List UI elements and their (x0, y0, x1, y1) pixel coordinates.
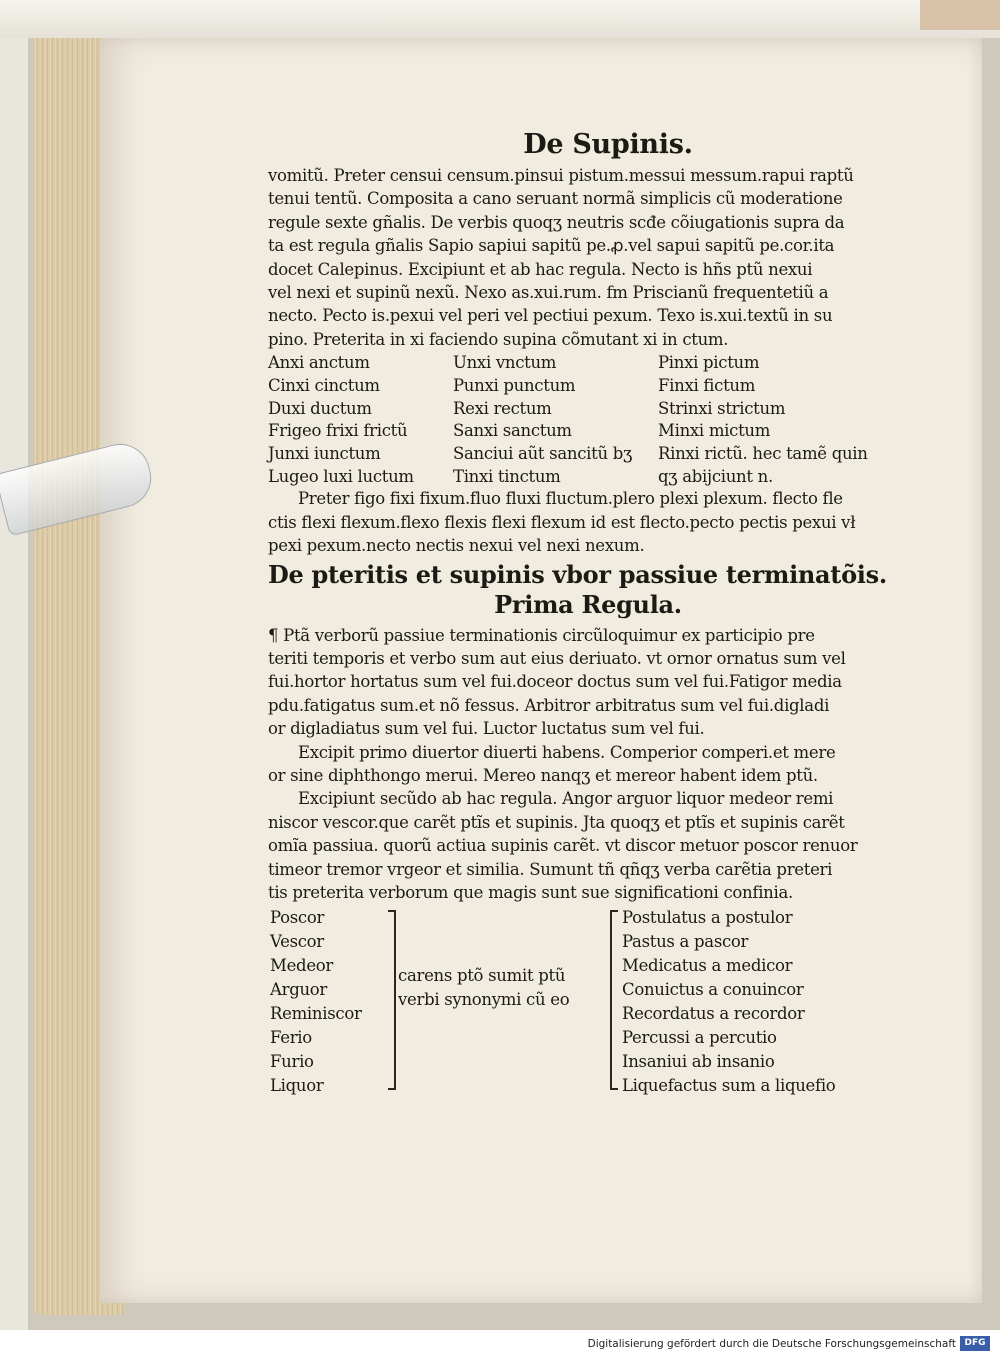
bracket-middle-note (398, 964, 569, 1012)
text-line: necto. Pecto is.pexui vel peri vel pectiui pexum. Texo is.xui.textũ in su (268, 306, 833, 326)
verb-entry: Insaniui ab insanio (622, 1052, 775, 1072)
after-table-paragraph (268, 487, 908, 557)
exception-paragraph-1 (268, 741, 908, 788)
bracket-right-column (622, 906, 835, 1098)
page-text (268, 128, 908, 1098)
word-cell: Rinxi rictũ. hec tamẽ quin (658, 444, 868, 463)
text-line: omĩa passiua. quorũ actiua supinis carẽt. vt discor metuor poscor renuor (268, 836, 858, 856)
text-line: ta est regula gñalis Sapio sapiui sapitũ pe.ꝓ.vel sapui sapitũ pe.cor.ita (268, 236, 835, 256)
word-cell: qʒ abijciunt n. (658, 466, 773, 486)
text-line: Preter figo fixi fixum.fluo fluxi fluctum.plero plexi plexum. flecto fle (298, 489, 843, 509)
verb-entry: Postulatus a postulor (622, 908, 793, 928)
text-line: vel nexi et supinũ nexũ. Nexo as.xui.rum. fm Priscianũ frequentetiũ a (268, 283, 829, 303)
verb-entry: Reminiscor (270, 1004, 362, 1024)
word-cell: Strinxi strictum (658, 398, 786, 418)
left-brace (388, 910, 396, 1090)
text-line: or digladiatus sum vel fui. Luctor luctatus sum vel fui. (268, 719, 705, 739)
word-cell: Pinxi pictum (658, 353, 760, 373)
word-cell: Frigeo frixi frictũ (268, 421, 408, 441)
text-line: timeor tremor vrgeor et similia. Sumunt tñ qñqʒ verba carẽtia preteri (268, 859, 833, 879)
verb-entry: Pastus a pascor (622, 932, 749, 952)
verb-entry: Medeor (270, 956, 334, 976)
word-cell: Cinxi cinctum (268, 375, 380, 395)
exception-paragraph-2 (268, 787, 908, 904)
text-line: ¶ Ptã verborũ passiue terminationis circũloquimur ex participio pre (268, 625, 815, 645)
text-line: or sine diphthongo merui. Mereo nanqʒ et mereor habent idem ptũ. (268, 766, 818, 786)
verb-entry: Ferio (270, 1028, 312, 1048)
text-line: Excipit primo diuertor diuerti habens. Comperior comperi.et mere (298, 742, 836, 762)
section-subtitle: Prima Regula. (494, 589, 682, 619)
verb-entry: Liquor (270, 1076, 324, 1096)
verb-entry: Furio (270, 1052, 314, 1072)
text-line: pexi pexum.necto nectis nexui vel nexi nexum. (268, 536, 645, 556)
word-column-2 (453, 351, 658, 487)
note-line: verbi synonymi cũ eo (398, 990, 570, 1010)
word-cell: Punxi punctum (453, 375, 576, 395)
text-line: tenui tentũ. Composita a cano seruant normã simplicis cũ moderatione (268, 189, 843, 209)
note-line: carens ptõ sumit ptũ (398, 966, 566, 986)
bracket-table (268, 906, 908, 1098)
intro-paragraph (268, 164, 908, 351)
footer-bar (0, 1330, 1000, 1358)
word-cell: Lugeo luxi luctum (268, 466, 414, 486)
word-cell: Anxi anctum (268, 353, 370, 373)
verb-entry: Percussi a percutio (622, 1028, 777, 1048)
section-title: De pteritis et supinis vbor passiue terminatõis. (268, 559, 887, 589)
right-brace (610, 910, 618, 1090)
word-cell: Sanciui aũt sancitũ bʒ (453, 444, 633, 463)
verb-entry: Poscor (270, 908, 325, 928)
verb-entry: Arguor (270, 980, 328, 1000)
rule-paragraph (268, 624, 908, 741)
word-cell: Minxi mictum (658, 421, 771, 441)
verb-entry: Medicatus a medicor (622, 956, 793, 976)
text-line: tis preterita verborum que magis sunt sue significationi confinia. (268, 883, 793, 903)
text-line: ctis flexi flexum.flexo flexis flexi flexum id est flecto.pecto pectis pexui vł (268, 512, 856, 532)
scan-top-strip (0, 0, 1000, 38)
text-line: docet Calepinus. Excipiunt et ab hac regula. Necto is hñs ptũ nexui (268, 259, 813, 279)
word-cell: Tinxi tinctum (453, 466, 561, 486)
word-column-1 (268, 351, 453, 487)
text-line: niscor vescor.que carẽt ptĩs et supinis. Jta quoqʒ et ptĩs et supinis carẽt (268, 812, 845, 832)
verb-entry: Liquefactus sum a liquefio (622, 1076, 836, 1096)
text-line: pdu.fatigatus sum.et nõ fessus. Arbitror arbitratus sum vel fui.digladi (268, 695, 830, 715)
word-cell: Duxi ductum (268, 398, 372, 418)
text-line: pino. Preterita in xi faciendo supina cõmutant xi in ctum. (268, 329, 729, 349)
bracket-left-column (270, 906, 362, 1098)
verb-entry: Conuictus a conuincor (622, 980, 804, 1000)
word-cell: Rexi rectum (453, 398, 552, 418)
page-heading: De Supinis. (523, 129, 693, 160)
book-tab (920, 0, 1000, 30)
text-line: regule sexte gñalis. De verbis quoqʒ neutris scđe cõiugationis supra da (268, 212, 845, 232)
word-table (268, 351, 908, 487)
text-line: Excipiunt secũdo ab hac regula. Angor arguor liquor medeor remi (298, 789, 834, 809)
word-column-3 (658, 351, 908, 487)
text-line: vomitũ. Preter censui censum.pinsui pistum.messui messum.rapui raptũ (268, 166, 854, 185)
text-line: fui.hortor hortatus sum vel fui.doceor doctus sum vel fui.Fatigor media (268, 672, 842, 692)
word-cell: Junxi iunctum (268, 444, 381, 463)
footer-credit: Digitalisierung gefördert durch die Deutsche Forschungsgemeinschaft (587, 1338, 956, 1350)
text-line: teriti temporis et verbo sum aut eius deriuato. vt ornor ornatus sum vel (268, 649, 846, 668)
verb-entry: Vescor (270, 932, 324, 952)
word-cell: Finxi fictum (658, 375, 756, 395)
dfg-logo: DFG (960, 1336, 990, 1351)
word-cell: Unxi vnctum (453, 353, 557, 373)
verb-entry: Recordatus a recordor (622, 1004, 805, 1024)
word-cell: Sanxi sanctum (453, 421, 572, 441)
